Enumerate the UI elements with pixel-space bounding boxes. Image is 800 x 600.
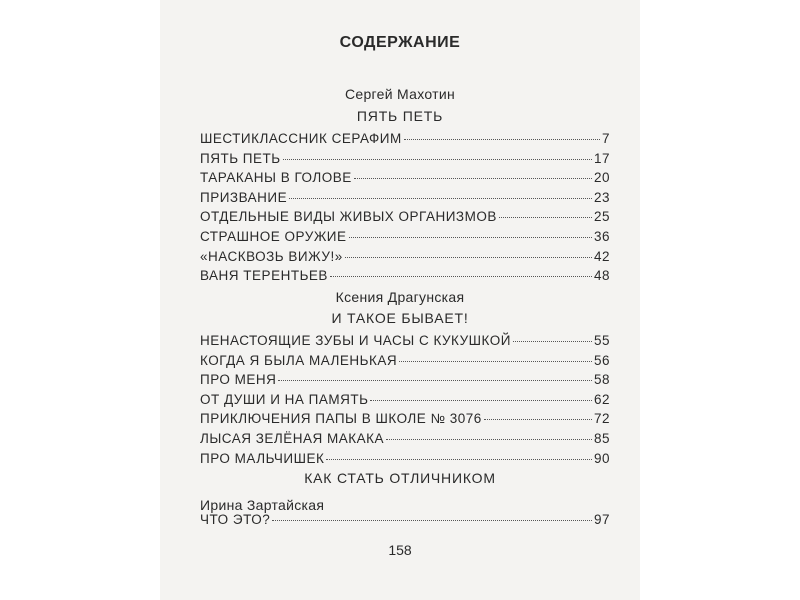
toc-entry-title: «НАСКВОЗЬ ВИЖУ!» (200, 248, 343, 264)
toc-entry-page: 97 (593, 512, 610, 527)
dot-leader (283, 159, 592, 160)
dot-leader (349, 237, 592, 238)
dot-leader (499, 217, 592, 218)
toc-entry (200, 170, 610, 190)
toc-entry-title: ПРО МЕНЯ (200, 372, 277, 388)
toc-entry (200, 190, 610, 210)
section-1-book-title: ПЯТЬ ПЕТЬ (356, 108, 444, 124)
toc-entry-page: 17 (593, 150, 610, 166)
dot-leader (289, 198, 592, 199)
toc-entry-page: 25 (593, 209, 610, 225)
section-1-author: Сергей Махотин (344, 86, 456, 102)
dot-leader (330, 276, 592, 277)
toc-entry (200, 151, 610, 171)
section-1-entries (200, 131, 610, 288)
dot-leader (370, 400, 592, 401)
section-3-author: Ирина Зартайская (200, 497, 325, 513)
toc-entry-title: ПРО МАЛЬЧИШЕК (200, 450, 325, 466)
toc-entry (200, 411, 610, 431)
toc-entry-title: ПРИКЛЮЧЕНИЯ ПАПЫ В ШКОЛЕ № 3076 (200, 411, 482, 427)
page-title: СОДЕРЖАНИЕ (339, 34, 461, 51)
toc-entry-title: ЛЫСАЯ ЗЕЛЁНАЯ МАКАКА (200, 430, 385, 446)
section-3-entries (200, 512, 610, 532)
toc-entry-page: 48 (593, 268, 610, 284)
dot-leader (404, 139, 600, 140)
toc-entry-page: 20 (593, 170, 610, 186)
toc-entry-page: 85 (593, 430, 610, 446)
toc-entry-title: ТАРАКАНЫ В ГОЛОВЕ (200, 170, 352, 186)
section-2-entries (200, 333, 610, 470)
toc-entry-page: 36 (593, 228, 610, 244)
dot-leader (386, 439, 592, 440)
toc-entry-title: ПЯТЬ ПЕТЬ (200, 150, 281, 166)
toc-entry-title: ЧТО ЭТО? (200, 512, 271, 527)
toc-entry (200, 209, 610, 229)
toc-entry-title: ВАНЯ ТЕРЕНТЬЕВ (200, 268, 328, 284)
page-number: 158 (388, 542, 412, 558)
toc-entry (200, 512, 610, 532)
toc-entry-page: 62 (593, 391, 610, 407)
dot-leader (484, 419, 592, 420)
toc-entry-page: 23 (593, 189, 610, 205)
toc-entry (200, 372, 610, 392)
toc-entry (200, 431, 610, 451)
dot-leader (272, 520, 592, 521)
toc-entry-page: 72 (593, 411, 610, 427)
toc-entry (200, 392, 610, 412)
dot-leader (345, 257, 592, 258)
toc-entry (200, 131, 610, 151)
toc-entry-title: ОТ ДУШИ И НА ПАМЯТЬ (200, 391, 369, 407)
toc-entry-title: ПРИЗВАНИЕ (200, 189, 288, 205)
dot-leader (513, 341, 592, 342)
dot-leader (399, 361, 592, 362)
toc-entry-page: 56 (593, 352, 610, 368)
toc-entry (200, 249, 610, 269)
toc-entry (200, 229, 610, 249)
toc-entry-title: НЕНАСТОЯЩИЕ ЗУБЫ И ЧАСЫ С КУКУШКОЙ (200, 333, 511, 348)
toc-entry-title: ОТДЕЛЬНЫЕ ВИДЫ ЖИВЫХ ОРГАНИЗМОВ (200, 209, 497, 225)
toc-entry (200, 451, 610, 471)
toc-entry-title: СТРАШНОЕ ОРУЖИЕ (200, 228, 347, 244)
section-2-book-title: И ТАКОЕ БЫВАЕТ! (331, 310, 469, 326)
toc-entry-page: 90 (593, 450, 610, 466)
toc-entry-title: КОГДА Я БЫЛА МАЛЕНЬКАЯ (200, 352, 398, 368)
toc-entry-page: 42 (593, 248, 610, 264)
toc-entry (200, 333, 610, 353)
book-page (160, 0, 640, 600)
toc-entry-page: 58 (593, 372, 610, 388)
section-3-heading: КАК СТАТЬ ОТЛИЧНИКОМ (304, 470, 496, 486)
toc-entry (200, 353, 610, 373)
toc-entry-page: 55 (593, 333, 610, 348)
toc-entry-page: 7 (601, 131, 610, 146)
dot-leader (326, 459, 592, 460)
toc-entry (200, 268, 610, 288)
dot-leader (354, 178, 592, 179)
section-2-author: Ксения Драгунская (335, 289, 465, 305)
toc-entry-title: ШЕСТИКЛАССНИК СЕРАФИМ (200, 131, 402, 146)
dot-leader (278, 380, 592, 381)
